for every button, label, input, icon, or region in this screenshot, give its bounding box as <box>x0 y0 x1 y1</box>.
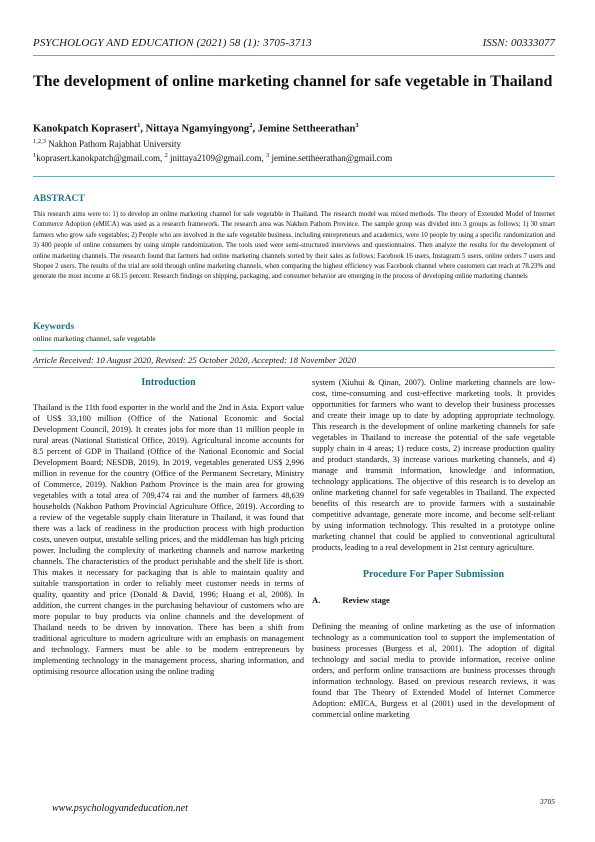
review-stage-title: Review stage <box>342 595 390 605</box>
affiliation-text: Nakhon Pathom Rajabhat University <box>46 139 181 149</box>
header-rule <box>33 55 555 56</box>
author-sup: 2 <box>249 122 253 129</box>
email-link[interactable]: koprasert.kanokpatch@gmail.com <box>36 153 160 163</box>
email-link[interactable]: jnittaya2109@gmail.com <box>170 153 262 163</box>
dates-rule <box>33 367 555 368</box>
email-sup: 3 <box>266 152 270 159</box>
author-name: Kanokpatch Koprasert <box>33 123 138 135</box>
right-column <box>312 377 555 720</box>
review-stage-label: A. <box>312 595 321 605</box>
introduction-left-column: Thailand is the 11th food exporter in the world and the 2nd in Asia. Export value of US$ 33,100 million (Office of the National Economic and Social Development Council, 2019). It creates jobs for more than 11 million people in rural areas (National Statistical Office, 2019). Agricultural income accounts for 8.5 percent of GDP in Thailand (Office of the National Economic and Social Development Board; NESDB, 2019). In 2019, vegetables generated US$ 2,996 million in revenue for the country (Office of the Permanent Secretary, Ministry of Commerce, 2019). Nakhon Pathom Province is the main area for growing vegetables with a total area of 709,474 rai and the number of farmers 48,639 households (Nakhon Pathom Provincial Agriculture Office, 2019). According to a review of the vegetable supply chain literature in Thailand, it was found that there was a lack of readiness in the production process with high production costs, uneven output, unstable selling prices, and the middleman has high pricing power. Including the complexity of marketing channels and narrow marketing channels. The characteristics of the product perishable and the shelf life is short. This makes it necessary for packaging that is able to maintain quality and suitable transportation in order to reliably meet customer needs in terms of quality, quantity and price (Donald & David, 1996; Huang et al, 2008). In addition, the current changes in the purchasing behaviour of customers who are more popular to buy products via online channels and the development of Thailand needs to be driven by innovation. There has been a shift from traditional agriculture to modern agriculture with an emphasis on management and technology. Farmers must be able to be modern entrepreneurs by implementing technology in the management process, sharing information, and optimising resource allocation using the online trading <box>33 403 304 676</box>
keywords-heading: Keywords <box>33 322 75 332</box>
email-list: $^1$koprasert.kanokpatch@gmail.com, $^2$ jnittaya2109@gmail.com, $^3$ jemine.settheerathan@gmail.com <box>33 152 393 163</box>
email-link[interactable]: jemine.settheerathan@gmail.com <box>271 153 393 163</box>
email-sup: 1 <box>33 152 37 159</box>
issn-header: ISSN: 00333077 <box>482 37 555 49</box>
affiliation <box>33 138 181 149</box>
introduction-continued: system (Xiuhui & Qinan, 2007). Online marketing channels are low-cost, time-consuming and cost-effective marketing tools. It provides opportunities for farmers who want to develop their business processes and create their image up to date by adopting appropriate technology. This research is the development of online marketing channels for safe vegetables in Thailand to increase the potential of the safe vegetable supply chain in 4 areas; 1) reduce costs, 2) increase production quality and product standards, 3) increase various marketing channels, and 4) manage and transmit information, knowledge and information, technology applications. The objective of this research is to develop an online marketing channel for safe vegetables in Thailand. The expected benefits of this research are to provide farmers with a sustainable competitive advantage, generate more income, and become self-reliant by using information technology. This resulted in a prototype online marketing channel that could be applied to conventional agricultural products, leading to a real development in 21st century agriculture. <box>312 378 555 552</box>
abstract-text: This research aims were to: 1) to develop an online marketing channel for safe vegetable in Thailand. The research model was mixed methods. The theory of Extended Model of Internet Commerce Adoption (eMICA) was used as a research framework. The research area was Nakhon Pathom Province. The sample group was divided into 3 groups as follows; 1) 30 smart farmers who grow safe vegetables; 2) People who are involved in the safe vegetable business, including entrepreneurs and academics, were 10 people by using a specific randomization and 3) 400 people of online consumers by using simple randomization. The tools used were semi-structured interviews and questionnaires. Then analyze the results for the development of online marketing channels. The research found that farmers had online marketing channels sorted by their sales as follows; Facebook 16 users, Instagram 5 users, online orders 7 users and Shopee 2 users. The results of the trial are sold through online marketing channels, when comparing the highest efficiency was Facebook channel where customers can reach at 78.23% and generate the most income at 68.15 percent. Research findings on shipping, packaging, and consumer behavior are emerging in the process of developing online marketing channels <box>33 211 555 281</box>
keywords-rule <box>33 350 555 351</box>
journal-header: PSYCHOLOGY AND EDUCATION (2021) 58 (1): 3705-3713 <box>33 37 312 49</box>
author-sup: 1 <box>137 122 141 129</box>
review-stage-heading <box>312 595 555 606</box>
email-sup: 2 <box>164 152 168 159</box>
author-name: Nittaya Ngamyingyong <box>145 123 250 135</box>
paper-title: The development of online marketing channel for safe vegetable in Thailand <box>33 73 553 90</box>
page-number: 3705 <box>540 797 555 806</box>
author-name: Jemine Settheerathan <box>257 123 356 135</box>
author-sup: 3 <box>355 122 359 129</box>
keywords-text: online marketing channel, safe vegetable <box>33 334 156 343</box>
review-stage-text: Defining the meaning of online marketing as the use of information technology as a communication tool to support the implementation of business processes (Burgess et al, 2001). The adoption of digital technology and social media to provide information, receive online orders, and perform online transactions are business processes through information technology. Based on previous research reviews, it was found that The Theory of Extended Model of Internet Commerce Adoption: eMICA, Burgess et al (2001) used in the development of commercial online marketing <box>312 622 555 719</box>
procedure-heading: Procedure For Paper Submission <box>362 569 505 580</box>
author-list: Kanokpatch Koprasert$^1$, Nittaya Ngamyingyong$^2$, Jemine Settheerathan$^3$ <box>33 122 359 135</box>
affiliation-sup: 1,2,3 <box>33 138 46 145</box>
abstract-top-rule <box>33 176 555 177</box>
article-dates: Article Received: 10 August 2020, Revised: 25 October 2020, Accepted: 18 November 2020 <box>33 355 357 365</box>
introduction-heading: Introduction <box>141 377 196 388</box>
abstract-heading: ABSTRACT <box>33 194 85 204</box>
footer-url[interactable]: www.psychologyandeducation.net <box>52 803 188 814</box>
